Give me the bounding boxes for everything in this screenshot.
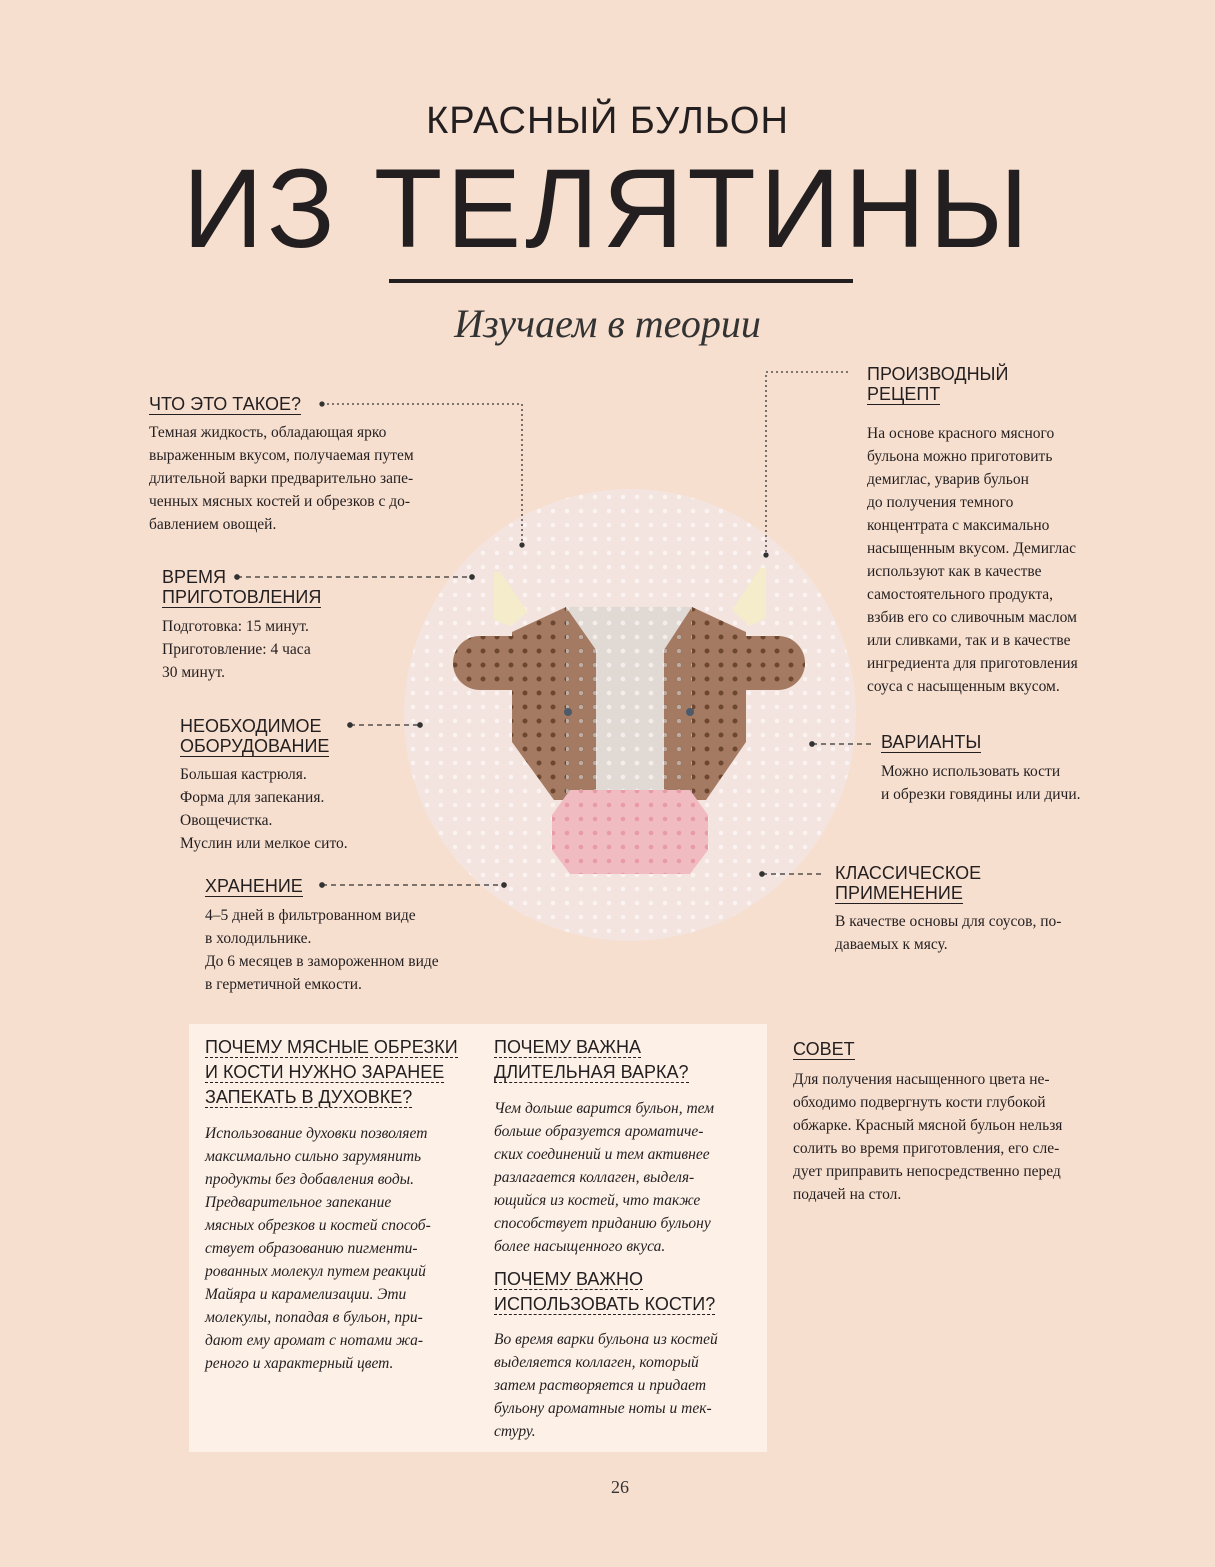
q2-text: Чем дольше варится бульон, тем больше образуется ароматиче- ских соединений и тем активнее разлагается коллаген, выделя- ющийся из костей, что также способствует приданию бульону более насыщенного вкуса. <box>494 1100 715 1255</box>
classic-text: В качестве основы для соусов, по- даваемых к мясу. <box>835 913 1062 953</box>
q2-heading: ПОЧЕМУ ВАЖНА ДЛИТЕЛЬНАЯ ВАРКА? <box>494 1037 689 1082</box>
q1-heading: ПОЧЕМУ МЯСНЫЕ ОБРЕЗКИ И КОСТИ НУЖНО ЗАРАНЕЕ ЗАПЕКАТЬ В ДУХОВКЕ? <box>205 1037 458 1107</box>
storage-heading: ХРАНЕНИЕ <box>205 876 303 896</box>
what-is-heading: ЧТО ЭТО ТАКОЕ? <box>149 394 302 414</box>
kicker-title: КРАСНЫЙ БУЛЬОН <box>426 100 789 142</box>
what-is-text: Темная жидкость, обладающая ярко выраженным вкусом, получаемая путем длительной варки предварительно запе- ченных мясных костей и обрезков с до- бавлением овощей. <box>149 424 414 533</box>
variants-text: Можно использовать кости и обрезки говядины или дичи. <box>881 763 1081 803</box>
time-heading: ВРЕМЯ ПРИГОТОВЛЕНИЯ <box>162 567 322 607</box>
time-text: Подготовка: 15 минут. Приготовление: 4 часа 30 минут. <box>162 618 311 681</box>
variants-heading: ВАРИАНТЫ <box>881 732 982 752</box>
page-number: 26 <box>611 1477 629 1497</box>
equipment-text: Большая кастрюля. Форма для запекания. Овощечистка. Муслин или мелкое сито. <box>180 766 348 852</box>
derived-text: На основе красного мясного бульона можно приготовить демиглас, уварив бульон до получения темного концентрата с максимально насыщенным вкусом. Демиглас используют как в качестве самостоятельного продукта, взбив его со сливочным маслом или сливками, так и в качестве ингредиента для приготовления соуса с насыщенным вкусом. <box>867 425 1078 695</box>
storage-text: 4–5 дней в фильтрованном виде в холодильнике. До 6 месяцев в замороженном виде в герметичной емкости. <box>205 907 439 993</box>
derived-heading: ПРОИЗВОДНЫЙ РЕЦЕПТ <box>867 364 1009 404</box>
classic-heading: КЛАССИЧЕСКОЕ ПРИМЕНЕНИЕ <box>835 863 982 903</box>
q1-text: Использование духовки позволяет максимально сильно зарумянить продукты без добавления воды. Предварительное запекание мясных обрезков и костей способ- ствует образованию пигменти- рованных молекул путем реакций Майяра и карамелизации. Эти молекулы, попадая в бульон, при- дают ему аромат с нотами жа- реного и характерный цвет. <box>205 1125 431 1372</box>
q3-text: Во время варки бульона из костей выделяется коллаген, который затем растворяется и придает бульону ароматные ноты и тек- стуру. <box>494 1331 718 1440</box>
subtitle: Изучаем в теории <box>454 301 761 346</box>
q3-heading: ПОЧЕМУ ВАЖНО ИСПОЛЬЗОВАТЬ КОСТИ? <box>494 1269 716 1314</box>
tip-heading: СОВЕТ <box>793 1039 855 1059</box>
main-title: ИЗ ТЕЛЯТИНЫ <box>182 146 1033 271</box>
equipment-heading: НЕОБХОДИМОЕ ОБОРУДОВАНИЕ <box>180 716 330 756</box>
tip-text: Для получения насыщенного цвета не- обходимо подвергнуть кости глубокой обжарке. Красный мясной бульон нельзя солить во время приготовления, его сле- дует приправить непосредственно перед подачей на стол. <box>793 1071 1063 1203</box>
